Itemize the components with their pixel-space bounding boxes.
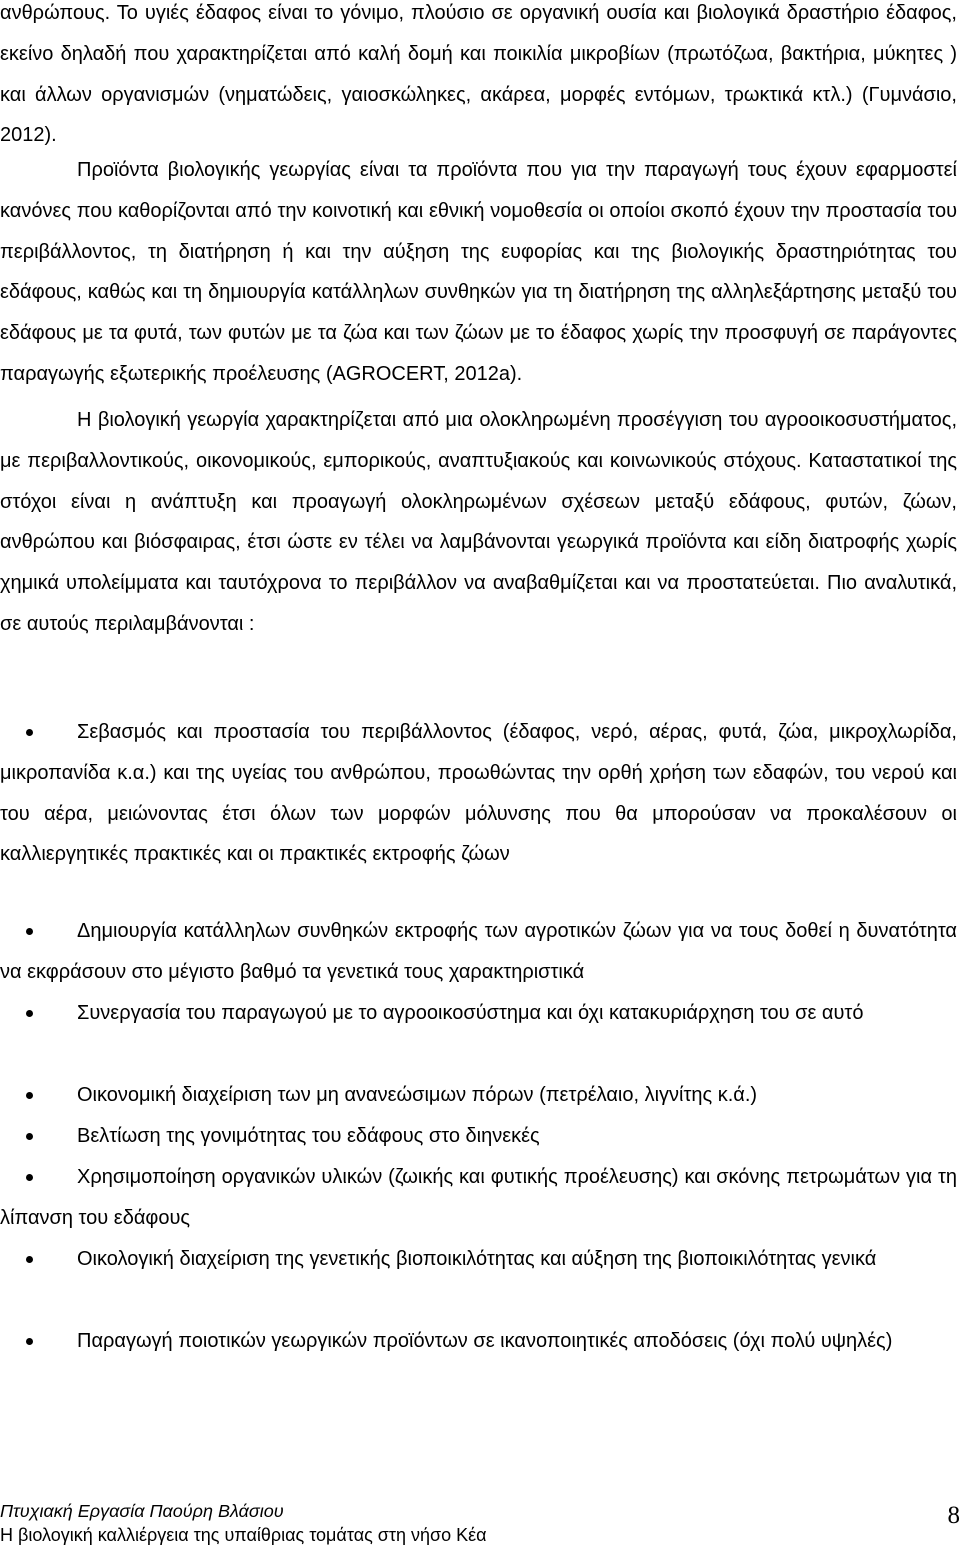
footer-subtitle: Η βιολογική καλλιέργεια της υπαίθριας τομάτας στη νήσο Κέα xyxy=(0,1525,487,1545)
paragraph-organic-farming-goals: Η βιολογική γεωργία χαρακτηρίζεται από μια ολοκληρωμένη προσέγγιση του αγροοικοσυστήματος, με περιβαλλοντικούς, οικονομικούς, εμπορικούς, αναπτυξιακούς και κοινωνικούς στόχους. Καταστατικοί της στόχοι είναι η ανάπτυξη και προαγωγή ολοκληρωμένων σχέσεων μεταξύ εδάφους, φυτών, ζώων, ανθρώπου και βιόσφαιρας, έτσι ώστε εν τέλει να λαμβάνονται γεωργικά προϊόντα και είδη διατροφής χωρίς χημικά υπολείμματα και ταυτόχρονα το περιβάλλον να αναβαθμίζεται και να προστατεύεται. Πιο αναλυτικά, σε αυτούς περιλαμβάνονται : xyxy=(0,409,957,635)
bullet-item: Δημιουργία κατάλληλων συνθηκών εκτροφής των αγροτικών ζώων για να τους δοθεί η δυνατότητα να εκφράσουν στο μέγιστο βαθμό τα γενετικά τους χαρακτηριστικά xyxy=(0,920,957,983)
footer-title: Πτυχιακή Εργασία Παούρη Βλάσιου xyxy=(0,1501,284,1521)
bullet-item: Σεβασμός και προστασία του περιβάλλοντος (έδαφος, νερό, αέρας, φυτά, ζώα, μικροχλωρίδα, μικροπανίδα κ.α.) και της υγείας του ανθρώπου, προωθώντας την ορθή χρήση των εδαφών, του νερού και του αέρα, μειώνοντας έτσι όλων των μορφών μόλυνσης που θα μπορούσαν να προκαλέσουν οι καλλιεργητικές πρακτικές και οι πρακτικές εκτροφής ζώων xyxy=(0,721,957,866)
bullet-item: Παραγωγή ποιοτικών γεωργικών προϊόντων σε ικανοποιητικές αποδόσεις (όχι πολύ υψηλές) xyxy=(77,1330,893,1352)
bullet-item: Βελτίωση της γονιμότητας του εδάφους στο διηνεκές xyxy=(77,1125,540,1147)
bullet-item: Οικονομική διαχείριση των μη ανανεώσιμων πόρων (πετρέλαιο, λιγνίτης κ.ά.) xyxy=(77,1084,758,1106)
paragraph-organic-products: Προϊόντα βιολογικής γεωργίας είναι τα προϊόντα που για την παραγωγή τους έχουν εφαρμοστεί κανόνες που καθορίζονται από την κοινοτική και εθνική νομοθεσία οι οποίοι σκοπό έχουν την προστασία του περιβάλλοντος, τη διατήρηση ή και την αύξηση της ευφορίας και της βιολογικής δραστηριότητας του εδάφους, καθώς και τη δημιουργία κατάλληλων συνθηκών για τη διατήρηση της αλληλεξάρτησης μεταξύ του εδάφους με τα φυτά, των φυτών με τα ζώα και των ζώων με το έδαφος χωρίς την προσφυγή σε παράγοντες παραγωγής εξωτερικής προέλευσης (AGROCERT, 2012a). xyxy=(0,159,957,385)
bullet-item: Χρησιμοποίηση οργανικών υλικών (ζωικής και φυτικής προέλευσης) και σκόνης πετρωμάτων για τη λίπανση του εδάφους xyxy=(0,1166,957,1229)
paragraph-soil-health: ανθρώπους. Το υγιές έδαφος είναι το γόνιμο, πλούσιο σε οργανική ουσία και βιολογικά δραστήριο έδαφος, εκείνο δηλαδή που χαρακτηρίζεται από καλή δομή και ποικιλία μικροβίων (πρωτόζωα, βακτήρια, μύκητες ) και άλλων οργανισμών (νηματώδεις, γαιοσκώληκες, ακάρεα, μορφές εντόμων, τρωκτικά κτλ.) (Γυμνάσιο, 2012). xyxy=(0,2,957,147)
bullet-item: Συνεργασία του παραγωγού με το αγροοικοσύστημα και όχι κατακυριάρχηση του σε αυτό xyxy=(77,1002,864,1024)
bullet-item: Οικολογική διαχείριση της γενετικής βιοποικιλότητας και αύξηση της βιοποικιλότητας γενικά xyxy=(77,1248,877,1270)
page-number: 8 xyxy=(947,1502,960,1529)
